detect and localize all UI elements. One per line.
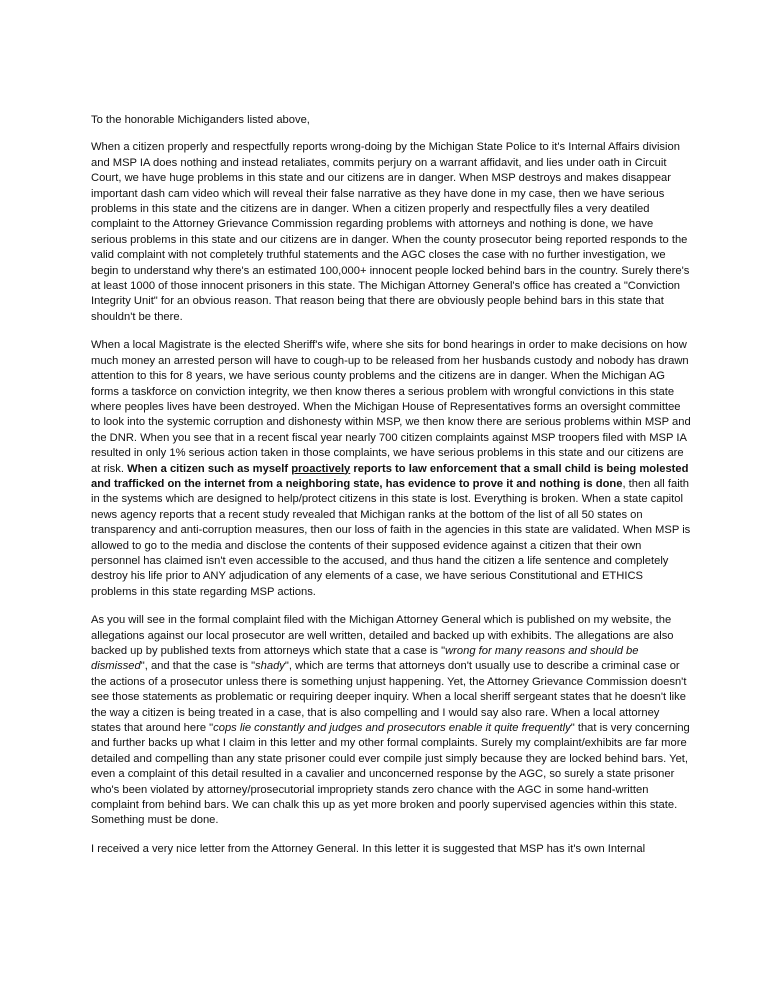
paragraph-3-text-d: " that is very concerning and further backs up what I claim in this letter and my other formal complaints. Surely my complaint/exhibits are far more detailed and compelling than any state prisoner could ever compile just simply because they are locked behind bars. Yet, even a complaint of this detail resulted in a cavalier and unconcerned response by the AGC, so surely a state prisoner who's been violated by attorney/prosecutorial impropriety stands zero chance with the AGC in some hand-written complaint from behind bars. We can chalk this up as yet more broken and poorly supervised agencies within this state. Something must be done. [91, 722, 690, 827]
letter-body [91, 113, 691, 870]
paragraph-3-quote-2: shady [255, 660, 285, 673]
paragraph-2-bold-b: reports to law enforcement that a small child is being molested and trafficked on the internet from a neighboring state, has evidence to prove it and nothing is done [91, 462, 689, 490]
paragraph-2-bold-a: When a citizen such as myself [127, 462, 292, 475]
paragraph-2-text-c: , then all faith in the systems which are designed to help/protect citizens in this state is lost. Everything is broken. When a state capitol news agency reports that a recent study revealed that Michigan ranks at the bottom of the list of all 50 states on transparency and anti-corruption measures, then our loss of faith in the agencies in this state are validated. When MSP is allowed to go to the media and disclose the contents of their supposed evidence against a citizen that their own personnel has claimed isn't even accessible to the accused, and thus hand the citizen a life sentence and completely destroy his life prior to ANY adjudication of any elements of a case, we have serious Constitutional and ETHICS problems in this state regarding MSP actions. [91, 477, 691, 598]
paragraph-3-text-a: As you will see in the formal complaint filed with the Michigan Attorney General which is published on my website, the allegations against our local prosecutor are well written, detailed and backed up with exhibits. The allegations are also backed up by published texts from attorneys which state that a case is " [91, 614, 674, 657]
paragraph-4: I received a very nice letter from the Attorney General. In this letter it is suggested that MSP has it's own Internal [91, 842, 646, 855]
paragraph-3-quote-1: wrong for many reasons and should be dismissed [91, 645, 639, 673]
paragraph-3 [91, 613, 691, 829]
paragraph-3-text-c: ", which are terms that attorneys don't usually use to describe a criminal case or the actions of a prosecutor unless there is something unjust happening. Yet, the Attorney Grievance Commission doesn't see those statements as problematic or requiring deeper inquiry. When a local sheriff sergeant states that he doesn't like the way a citizen is being treated in a case, that is also compelling and I would say also rare. When a local attorney states that around here " [91, 660, 687, 735]
paragraph-2 [91, 338, 691, 600]
paragraph-2-text-a: When a local Magistrate is the elected Sheriff's wife, where she sits for bond hearings in order to make decisions on how much money an arrested person will have to cough-up to be released from her husbands custody and nobody has drawn attention to this for 8 years, we have serious county problems and the citizens are in danger. When the Michigan AG forms a taskforce on conviction integrity, we then know theres a serious problem with wrongful convictions in this state where peoples lives have been destroyed. When the Michigan House of Representatives forms an oversight committee to look into the systemic corruption and dishonesty within MSP, we then know there are serious problems within MSP and the DNR. When you see that in a recent fiscal year nearly 700 citizen complaints against MSP troopers filed with MSP IA resulted in only 1% serious action taken in those complaints, we have serious problems in this state and our citizens are at risk. [91, 339, 691, 475]
paragraph-3-quote-3: cops lie constantly and judges and prosecutors enable it quite frequently [213, 722, 571, 735]
salutation: To the honorable Michiganders listed above, [91, 114, 310, 126]
paragraph-3-text-b: ", and that the case is " [140, 660, 256, 673]
paragraph-2-bold-underline: proactively [291, 462, 351, 475]
paragraph-1: When a citizen properly and respectfully reports wrong-doing by the Michigan State Police to it's Internal Affairs division and MSP IA does nothing and instead retaliates, commits perjury on a warrant affidavit, and lies under oath in Circuit Court, we have huge problems in this state and our citizens are in danger. When MSP destroys and makes disappear important dash cam video which will reveal their false narrative as they have done in my case, then we have serious problems in this state and the citizens are in danger. When a citizen properly and respectfully files a very deatiled complaint to the Attorney Grievance Commission regarding problems with attorneys and nothing is done, we have serious problems in this state and our citizens are in danger. When the county prosecutor being reported responds to the valid complaint with not completely truthful statements and the AGC closes the case with no further investigation, we begin to understand why there's an estimated 100,000+ innocent people locked behind bars in the country. Surely there's at least 1000 of those innocent prisoners in this state. The Michigan Attorney General's office has created a "Conviction Integrity Unit" for an obvious reason. That reason being that there are obviously people behind bars in this state that shouldn't be there. [91, 141, 690, 323]
